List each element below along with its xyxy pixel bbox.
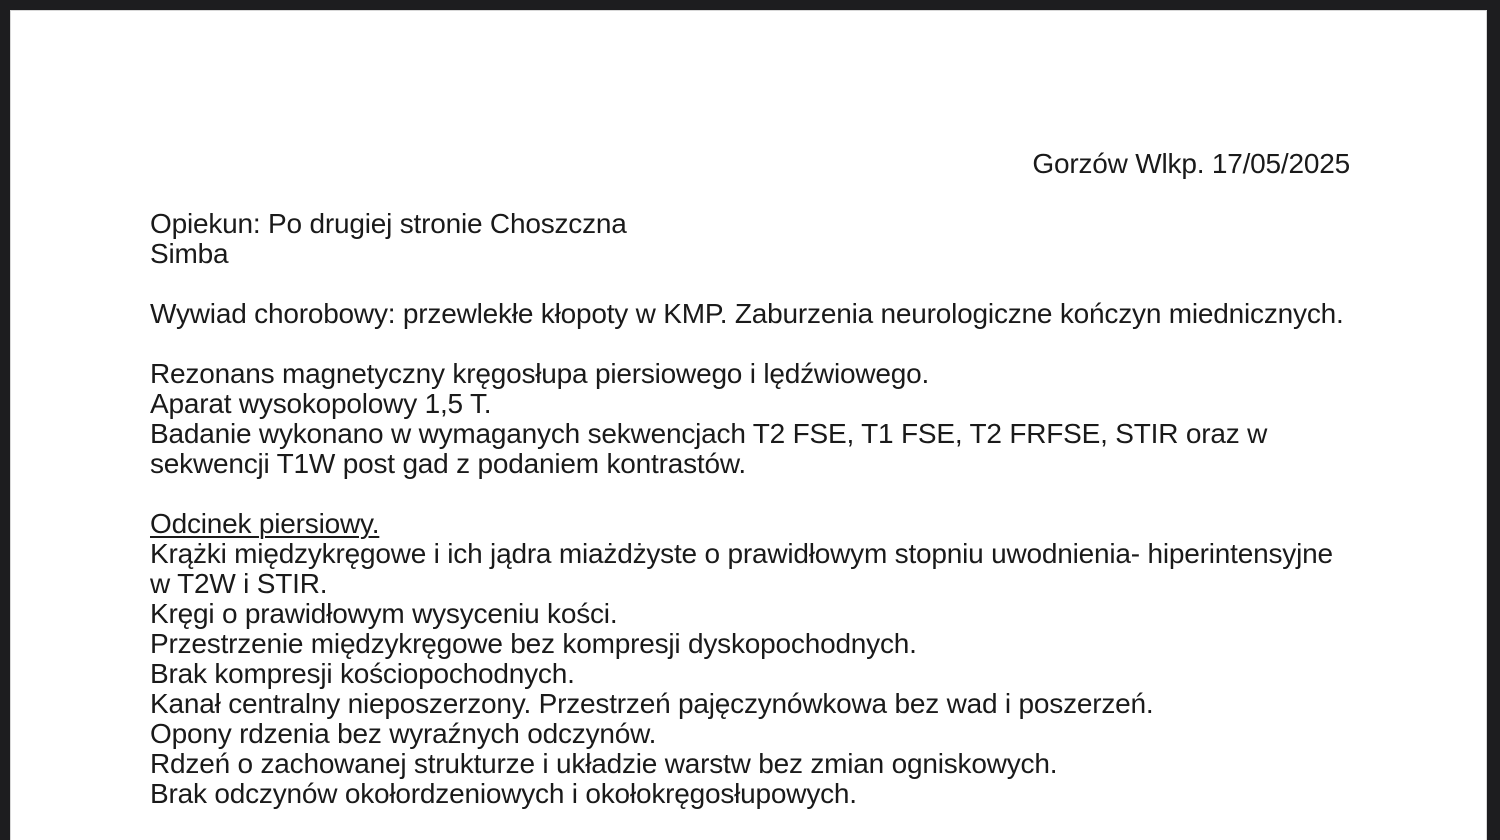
document-content: [150, 149, 1350, 809]
finding-line: Przestrzenie międzykręgowe bez kompresji dyskopochodnych.: [150, 628, 917, 659]
caretaker-line: Opiekun: Po drugiej stronie Choszczna: [150, 208, 627, 239]
blank-line: [150, 269, 1350, 299]
exam-line-apparatus: Aparat wysokopolowy 1,5 T.: [150, 388, 492, 419]
exam-line-sequences-cont: sekwencji T1W post gad z podaniem kontrastów.: [150, 448, 746, 479]
date-line: Gorzów Wlkp. 17/05/2025: [1032, 148, 1350, 179]
finding-line: Krążki międzykręgowe i ich jądra miażdżyste o prawidłowym stopniu uwodnienia- hiperintensyjne: [150, 538, 1333, 569]
blank-line: [150, 179, 1350, 209]
finding-line: Opony rdzenia bez wyraźnych odczynów.: [150, 718, 657, 749]
blank-line: [150, 479, 1350, 509]
document-page: [10, 10, 1487, 840]
exam-line-modality: Rezonans magnetyczny kręgosłupa piersiowego i lędźwiowego.: [150, 358, 930, 389]
section-heading: [150, 509, 1350, 539]
exam-line-sequences: Badanie wykonano w wymaganych sekwencjach T2 FSE, T1 FSE, T2 FRFSE, STIR oraz w: [150, 418, 1268, 449]
finding-line: Kręgi o prawidłowym wysyceniu kości.: [150, 598, 618, 629]
patient-name-line: Simba: [150, 238, 229, 269]
finding-line: Brak odczynów okołordzeniowych i okołokręgosłupowych.: [150, 778, 857, 809]
finding-line: Rdzeń o zachowanej strukturze i układzie warstw bez zmian ogniskowych.: [150, 748, 1058, 779]
section-heading-text: Odcinek piersiowy.: [150, 508, 380, 539]
finding-line: Kanał centralny nieposzerzony. Przestrzeń pajęczynówkowa bez wad i poszerzeń.: [150, 688, 1154, 719]
blank-line: [150, 329, 1350, 359]
finding-line: w T2W i STIR.: [150, 568, 328, 599]
anamnesis-line: Wywiad chorobowy: przewlekłe kłopoty w KMP. Zaburzenia neurologiczne kończyn miednicznych.: [150, 298, 1344, 329]
finding-line: Brak kompresji kościopochodnych.: [150, 658, 575, 689]
